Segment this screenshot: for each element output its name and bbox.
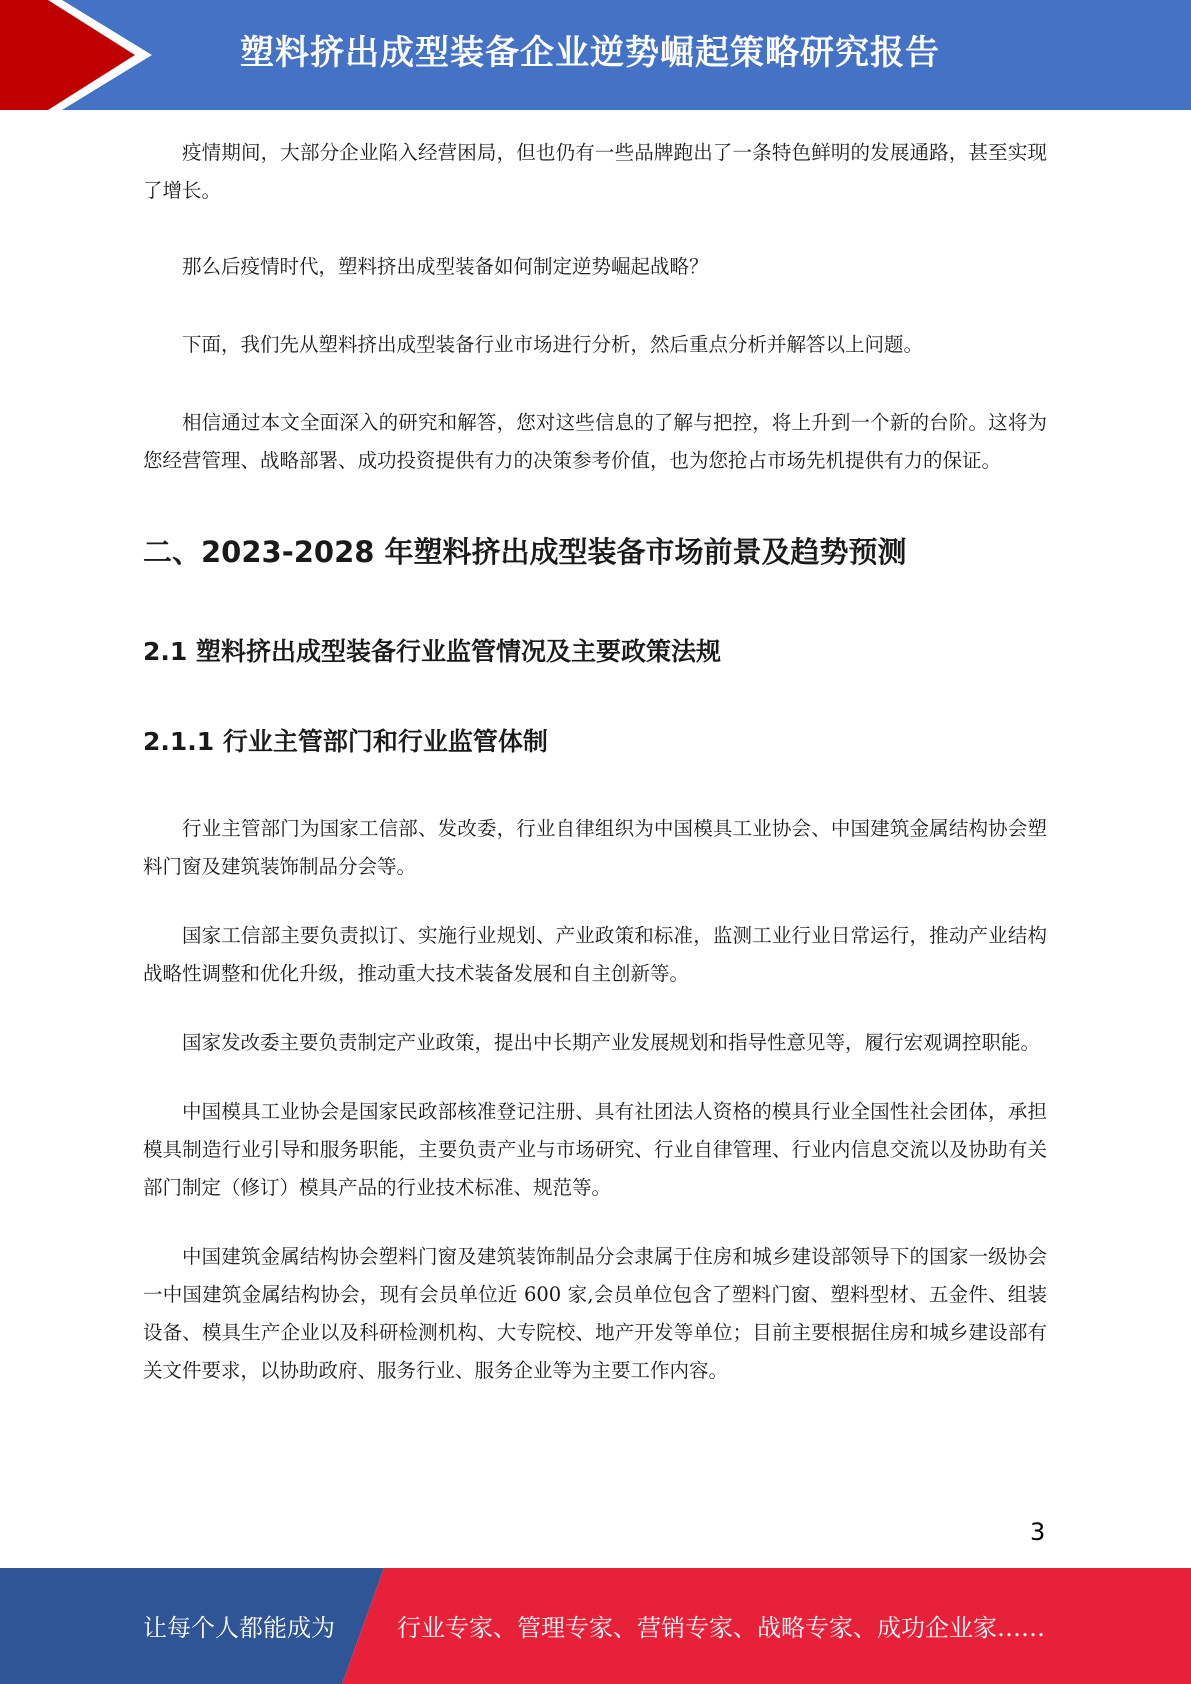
page-number: 3 (1030, 1518, 1046, 1546)
subsection-heading: 2.1 塑料挤出成型装备行业监管情况及主要政策法规 (143, 637, 721, 666)
regulation-paragraph-1: 行业主管部门为国家工信部、发改委，行业自律组织为中国模具工业协会、中国建筑金属结构协会塑料门窗及建筑装饰制品分会等。 (143, 817, 1047, 878)
page-body (143, 130, 1047, 1390)
intro-paragraph-3: 下面，我们先从塑料挤出成型装备行业市场进行分析，然后重点分析并解答以上问题。 (182, 333, 924, 356)
header-title: 塑料挤出成型装备企业逆势崛起策略研究报告 (240, 33, 940, 73)
regulation-paragraph-2: 国家工信部主要负责拟订、实施行业规划、产业政策和标准，监测工业行业日常运行，推动产业结构战略性调整和优化升级，推动重大技术装备发展和自主创新等。 (143, 924, 1047, 985)
page-footer (0, 1568, 1191, 1684)
regulation-paragraph-3: 国家发改委主要负责制定产业政策，提出中长期产业发展规划和指导性意见等，履行宏观调控职能。 (182, 1031, 1041, 1054)
intro-paragraph-4: 相信通过本文全面深入的研究和解答，您对这些信息的了解与把控，将上升到一个新的台阶。这将为您经营管理、战略部署、成功投资提供有力的决策参考价值，也为您抢占市场先机提供有力的保证。 (143, 411, 1047, 472)
footer-slogan-right: 行业专家、管理专家、营销专家、战略专家、成功企业家…… (397, 1614, 1045, 1642)
subsubsection-heading: 2.1.1 行业主管部门和行业监管体制 (143, 727, 548, 756)
regulation-paragraph-5: 中国建筑金属结构协会塑料门窗及建筑装饰制品分会隶属于住房和城乡建设部领导下的国家一级协会一中国建筑金属结构协会，现有会员单位近 600 家,会员单位包含了塑料门窗、塑料型材、五金件、组装设备、模具生产企业以及科研检测机构、大专院校、地产开发等单位；目前主要根据住房和城乡建设部有关文件要求，以协助政府、服务行业、服务企业等为主要工作内容。 (143, 1245, 1047, 1382)
regulation-paragraph-4: 中国模具工业协会是国家民政部核准登记注册、具有社团法人资格的模具行业全国性社会团体，承担模具制造行业引导和服务职能，主要负责产业与市场研究、行业自律管理、行业内信息交流以及协助有关部门制定（修订）模具产品的行业技术标准、规范等。 (143, 1100, 1047, 1199)
intro-paragraph-1: 疫情期间，大部分企业陷入经营困局，但也仍有一些品牌跑出了一条特色鲜明的发展通路，甚至实现了增长。 (143, 141, 1047, 202)
intro-paragraph-2: 那么后疫情时代，塑料挤出成型装备如何制定逆势崛起战略？ (182, 255, 709, 278)
section-heading: 二、2023-2028 年塑料挤出成型装备市场前景及趋势预测 (143, 535, 907, 569)
page-header (0, 0, 1191, 110)
footer-slogan-left: 让每个人都能成为 (143, 1614, 335, 1642)
